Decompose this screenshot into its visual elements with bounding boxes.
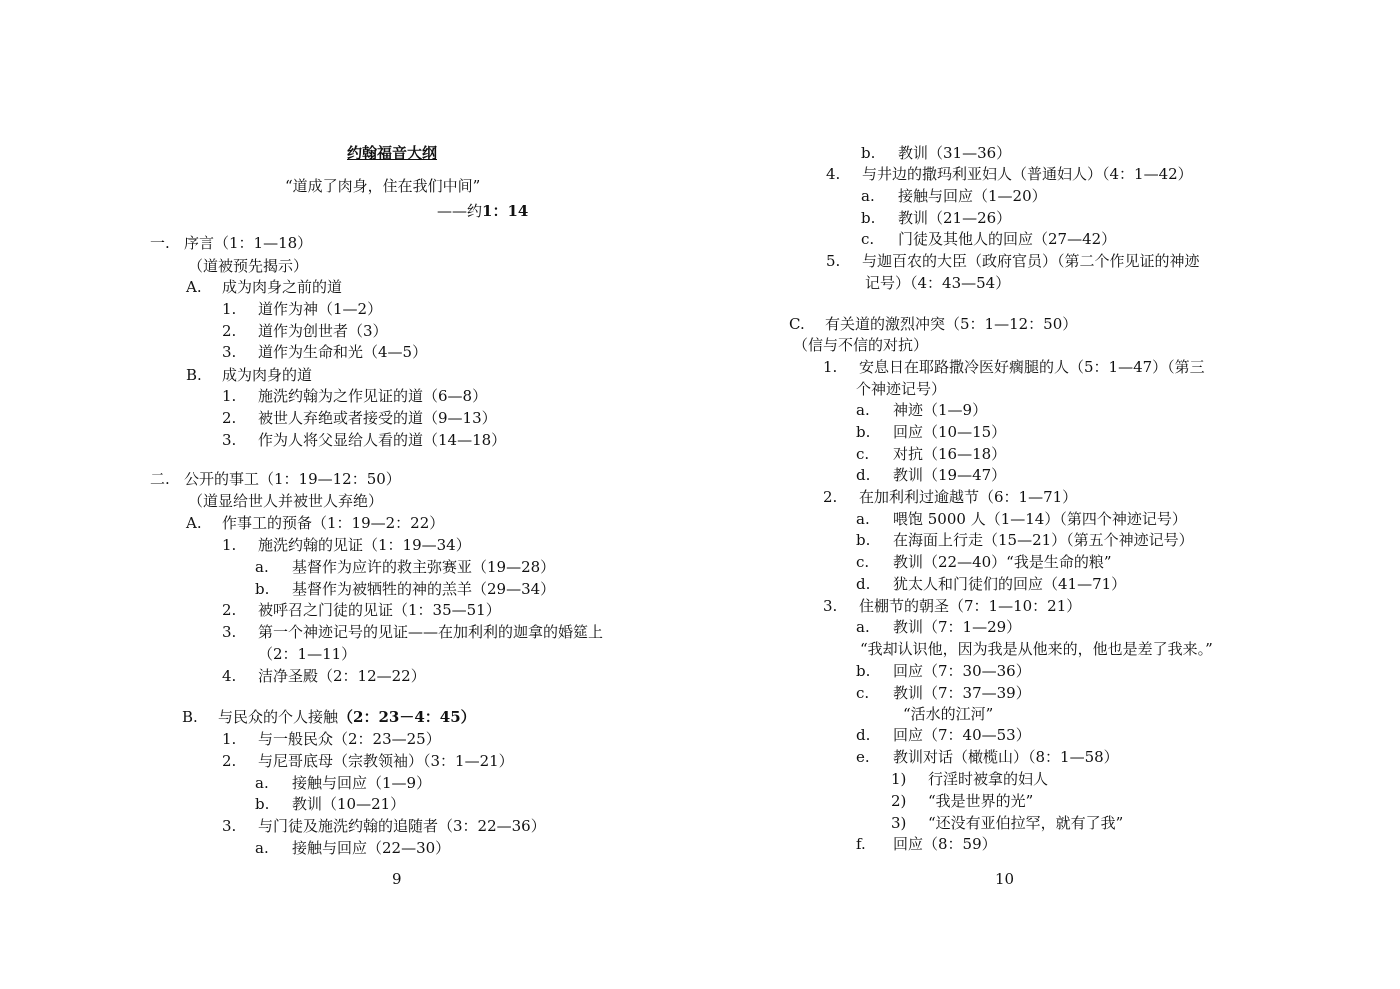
outline-line [856,530,1194,550]
outline-text: 基督作为应许的救主弥赛亚（19—28） [292,558,556,576]
outline-text: 接触与回应（22—30） [292,839,451,857]
outline-label: c. [861,230,875,248]
outline-label: 2. [222,601,237,619]
outline-text: 有关道的激烈冲突（5：1—12：50） [825,315,1078,333]
outline-line [861,143,1011,163]
outline-text: 教训（7：1—29） [893,618,1022,636]
outline-label: 5. [826,252,841,270]
outline-label: b. [856,423,871,441]
outline-label: a. [856,618,870,636]
outline-text: 成为肉身之前的道 [222,278,343,296]
outline-text: 序言（1：1—18） [184,234,313,252]
outline-label: 1. [823,358,838,376]
outline-text: 作事工的预备（1：19—2：22） [222,514,445,532]
outline-label: d. [856,575,871,593]
outline-label: 1. [222,536,237,554]
outline-text: （道显给世人并被世人弃绝） [188,492,384,510]
outline-text: 教训（22—40）“我是生命的粮” [893,553,1112,571]
outline-line [823,357,1205,377]
outline-line [186,365,312,385]
scripture-reference [437,201,528,221]
outline-text: 公开的事工（1：19—12：50） [184,470,401,488]
outline-bold-reference: （2：23－4：45） [338,708,476,726]
outline-label: B. [186,366,202,384]
outline-line [861,229,1116,249]
outline-line [856,747,1119,767]
outline-label: 二. [150,470,170,488]
outline-label: 2. [222,322,237,340]
outline-label: 1) [891,770,907,788]
outline-text: “活水的江河” [903,705,994,723]
outline-line [222,751,514,771]
outline-line [188,256,308,276]
outline-label: a. [861,187,875,205]
outline-text: （信与不信的对抗） [793,336,929,354]
outline-line [826,251,1200,271]
outline-line [222,386,487,406]
reference-number: 1：14 [482,202,529,220]
outline-text: 与一般民众（2：23—25） [258,730,441,748]
outline-label: A. [186,514,202,532]
outline-line [255,838,450,858]
outline-text: 道作为生命和光（4—5） [258,343,428,361]
outline-line [186,277,342,297]
outline-line [255,773,431,793]
outline-text: 施洗约翰为之作见证的道（6—8） [258,387,488,405]
outline-line [856,552,1112,572]
outline-label: b. [255,795,270,813]
outline-label: a. [255,839,269,857]
outline-text: 洁净圣殿（2：12—22） [258,667,426,685]
outline-text: 门徒及其他人的回应（27—42） [898,230,1117,248]
outline-text: 教训（19—47） [893,466,1007,484]
outline-line [222,535,471,555]
outline-text: 喂饱 5000 人（1—14）（第四个神迹记号） [893,510,1187,528]
outline-line [258,644,356,664]
outline-text: 道作为神（1—2） [258,300,383,318]
outline-label: f. [856,835,866,853]
outline-text: 与尼哥底母（宗教领袖）（3：1—21） [258,752,514,770]
outline-text: 住棚节的朝圣（7：1—10：21） [859,597,1082,615]
outline-line [856,509,1187,529]
outline-label: 2. [823,488,838,506]
outline-text: 基督作为被牺牲的神的羔羊（29—34） [292,580,556,598]
outline-line [150,469,401,489]
outline-line [903,704,993,724]
outline-line [823,487,1077,507]
outline-text: 第一个神迹记号的见证——在加利利的迦拿的婚筵上 [258,623,604,641]
outline-text: 施洗约翰的见证（1：19—34） [258,536,471,554]
outline-label: b. [861,144,876,162]
outline-label: e. [856,748,870,766]
outline-label: a. [255,774,269,792]
outline-line [861,208,1011,228]
outline-text: 与民众的个人接触 [218,708,339,726]
outline-label: 3) [891,814,907,832]
outline-label: b. [856,662,871,680]
outline-line [222,299,382,319]
outline-label: b. [861,209,876,227]
outline-text: 回应（7：30—36） [893,662,1031,680]
outline-label: B. [182,708,198,726]
outline-line [150,233,312,253]
outline-text: 与门徒及施洗约翰的追随者（3：22—36） [258,817,546,835]
outline-label: a. [856,401,870,419]
outline-line [255,794,405,814]
outline-label: 4. [222,667,237,685]
outline-line [891,769,1048,789]
outline-label: 3. [823,597,838,615]
outline-label: c. [856,445,870,463]
outline-text: 回应（7：40—53） [893,726,1031,744]
outline-label: 3. [222,343,237,361]
outline-line [865,273,1010,293]
outline-text: 回应（10—15） [893,423,1007,441]
outline-line [891,791,1033,811]
outline-text: 对抗（16—18） [893,445,1007,463]
outline-text: 个神迹记号） [856,380,947,398]
outline-label: 2. [222,752,237,770]
outline-text: 在海面上行走（15—21）（第五个神迹记号） [893,531,1194,549]
outline-label: d. [856,726,871,744]
outline-label: 1. [222,730,237,748]
outline-text: 作为人将父显给人看的道（14—18） [258,431,507,449]
outline-line [861,186,1047,206]
outline-label: c. [856,684,870,702]
outline-text: 与井边的撒玛利亚妇人（普通妇人）（4：1—42） [862,165,1193,183]
outline-text: 接触与回应（1—9） [292,774,432,792]
outline-line [856,422,1006,442]
outline-text: 道作为创世者（3） [258,322,388,340]
outline-text: 教训（31—36） [898,144,1012,162]
outline-text: 在加利利过逾越节（6：1—71） [859,488,1078,506]
outline-line [856,574,1126,594]
outline-label: 2. [222,409,237,427]
outline-label: 3. [222,817,237,835]
outline-label: 1. [222,387,237,405]
outline-text: 教训对话（橄榄山）（8：1—58） [893,748,1119,766]
outline-line [255,579,555,599]
outline-text: （2：1—11） [258,645,357,663]
outline-line [856,661,1031,681]
outline-text: （道被预先揭示） [188,257,309,275]
outline-text: 犹太人和门徒们的回应（41—71） [893,575,1127,593]
outline-line [222,622,603,642]
outline-line [856,379,946,399]
outline-line [856,725,1031,745]
outline-line [222,729,441,749]
outline-line [222,816,546,836]
outline-label: a. [255,558,269,576]
outline-line [860,639,1213,659]
outline-text: “还没有亚伯拉罕，就有了我” [928,814,1124,832]
outline-line [222,342,427,362]
outline-line [826,164,1193,184]
outline-line [856,444,1006,464]
outline-text: 记号）（4：43—54） [865,274,1011,292]
outline-label: d. [856,466,871,484]
outline-text: 教训（10—21） [292,795,406,813]
outline-line [856,683,1031,703]
outline-text: 教训（7：37—39） [893,684,1031,702]
outline-line [789,314,1077,334]
outline-text: 神迹（1—9） [893,401,988,419]
outline-line [222,430,506,450]
outline-line [856,465,1006,485]
outline-line [186,513,444,533]
outline-text: 与迦百农的大臣（政府官员）（第二个作见证的神迹 [862,252,1200,270]
outline-text: 安息日在耶路撒冷医好瘸腿的人（5：1—47）（第三 [859,358,1205,376]
outline-line [823,596,1081,616]
reference-prefix: ——约 [437,202,483,220]
outline-label: 2) [891,792,907,810]
outline-text: 成为肉身的道 [222,366,313,384]
outline-line [222,666,426,686]
outline-text: 回应（8：59） [893,835,997,853]
outline-text: 行淫时被拿的妇人 [928,770,1049,788]
outline-line [222,600,501,620]
outline-label: c. [856,553,870,571]
outline-text: 被世人弃绝或者接受的道（9—13） [258,409,497,427]
outline-label: C. [789,315,805,333]
outline-text: 被呼召之门徒的见证（1：35—51） [258,601,501,619]
outline-label: b. [255,580,270,598]
outline-label: 1. [222,300,237,318]
outline-text: 教训（21—26） [898,209,1012,227]
page-number-right: 10 [995,870,1015,888]
outline-line [255,557,555,577]
outline-text: “我却认识他，因为我是从他来的，他也是差了我来。” [860,640,1213,658]
outline-line [793,335,928,355]
outline-line [222,408,497,428]
outline-label: A. [186,278,202,296]
outline-label: 一. [150,234,170,252]
outline-line [856,617,1021,637]
outline-label: 4. [826,165,841,183]
outline-text: 接触与回应（1—20） [898,187,1047,205]
page-number-left: 9 [392,870,402,888]
motto: “道成了肉身，住在我们中间” [285,177,481,195]
outline-label: b. [856,531,871,549]
outline-label: 3. [222,623,237,641]
outline-line [891,813,1123,833]
outline-line [188,491,383,511]
outline-title: 约翰福音大纲 [347,144,438,162]
outline-label: a. [856,510,870,528]
outline-label: 3. [222,431,237,449]
outline-line [182,707,476,727]
outline-line [856,400,987,420]
outline-line [856,834,997,854]
outline-line [222,321,388,341]
outline-text: “我是世界的光” [928,792,1034,810]
